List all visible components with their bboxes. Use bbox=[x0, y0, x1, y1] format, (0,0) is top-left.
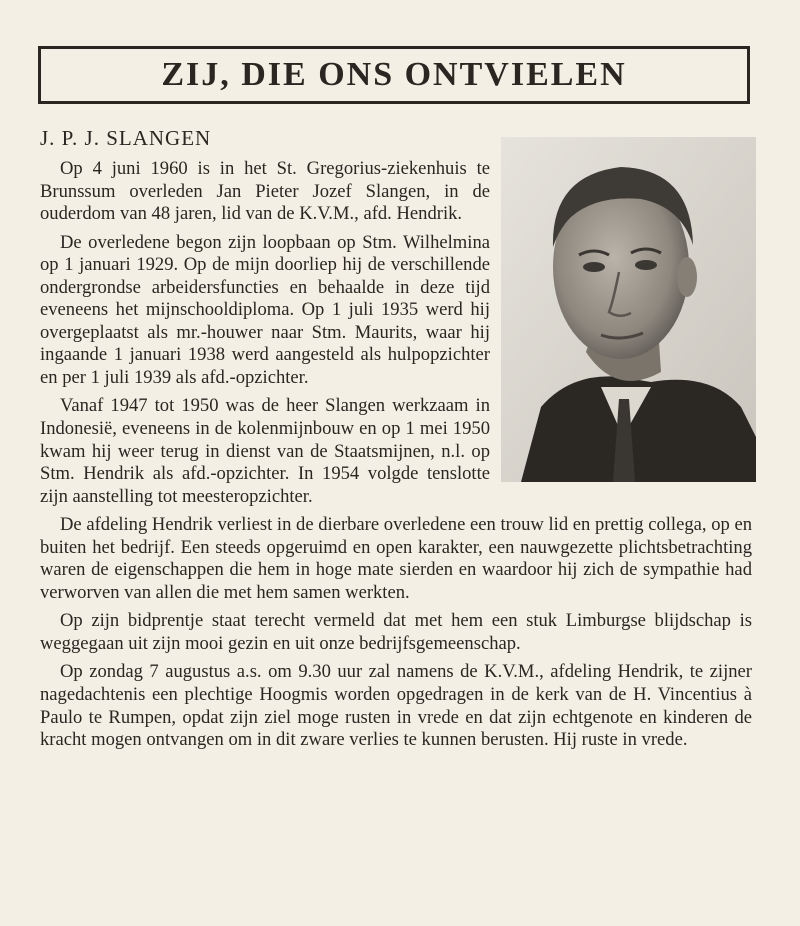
paragraph-4: De afdeling Hendrik verliest in de dierbare overledene een trouw lid en prettig collega, op en buiten het bedrijf. Een steeds opgeruimd en open karakter, een nauwgezette plichtsbetrachting waren de eigenschappen die hem in hoge mate sierden en waardoor hij zich de sympathie had verworven van allen die met hem samen werkten. bbox=[40, 514, 752, 603]
article-body bbox=[40, 158, 752, 758]
deceased-name: J. P. J. SLANGEN bbox=[40, 126, 212, 150]
paragraph-6: Op zondag 7 augustus a.s. om 9.30 uur zal namens de K.V.M., afdeling Hendrik, te zijner nagedachtenis een plechtige Hoogmis worden opgedragen in de kerk van de H. Vincentius à Paulo te Rumpen, opdat zijn ziel moge rusten in vrede en dat zijn echtgenote en kinderen de kracht mogen ontvangen om in dit zware verlies te kunnen berusten. Hij ruste in vrede. bbox=[40, 661, 752, 751]
paragraph-3: Vanaf 1947 tot 1950 was de heer Slangen werkzaam in Indonesië, eveneens in de kolenmijnbouw en op 1 mei 1950 kwam hij weer terug in dienst van de Staatsmijnen, n.l. op Stm. Hendrik als afd.-opzichter. In 1954 volgde tenslotte zijn aanstelling tot meesteropzichter. bbox=[40, 395, 490, 507]
header-box bbox=[38, 46, 750, 104]
paragraph-5: Op zijn bidprentje staat terecht vermeld dat met hem een stuk Limburgse blijdschap is weggegaan uit zijn mooi gezin en uit onze bedrijfsgemeenschap. bbox=[40, 610, 752, 654]
photo-wrap-spacer bbox=[490, 158, 752, 493]
paragraph-1: Op 4 juni 1960 is in het St. Gregorius-ziekenhuis te Brunssum overleden Jan Pieter Jozef Slangen, in de ouderdom van 48 jaren, lid van de K.V.M., afd. Hendrik. bbox=[40, 158, 490, 225]
page-title: ZIJ, DIE ONS ONTVIELEN bbox=[161, 56, 627, 93]
paragraph-2: De overledene begon zijn loopbaan op Stm. Wilhelmina op 1 januari 1929. Op de mijn doorliep hij de verschillende ondergrondse arbeidersfuncties en behaalde in deze tijd eveneens het mijnschooldiploma. Op 1 juli 1935 werd hij overgeplaatst als mr.-houwer naar Stm. Maurits, waar hij ingaande 1 januari 1938 werd aangesteld als hulpopzichter en per 1 juli 1939 als afd.-opzichter. bbox=[40, 231, 490, 388]
